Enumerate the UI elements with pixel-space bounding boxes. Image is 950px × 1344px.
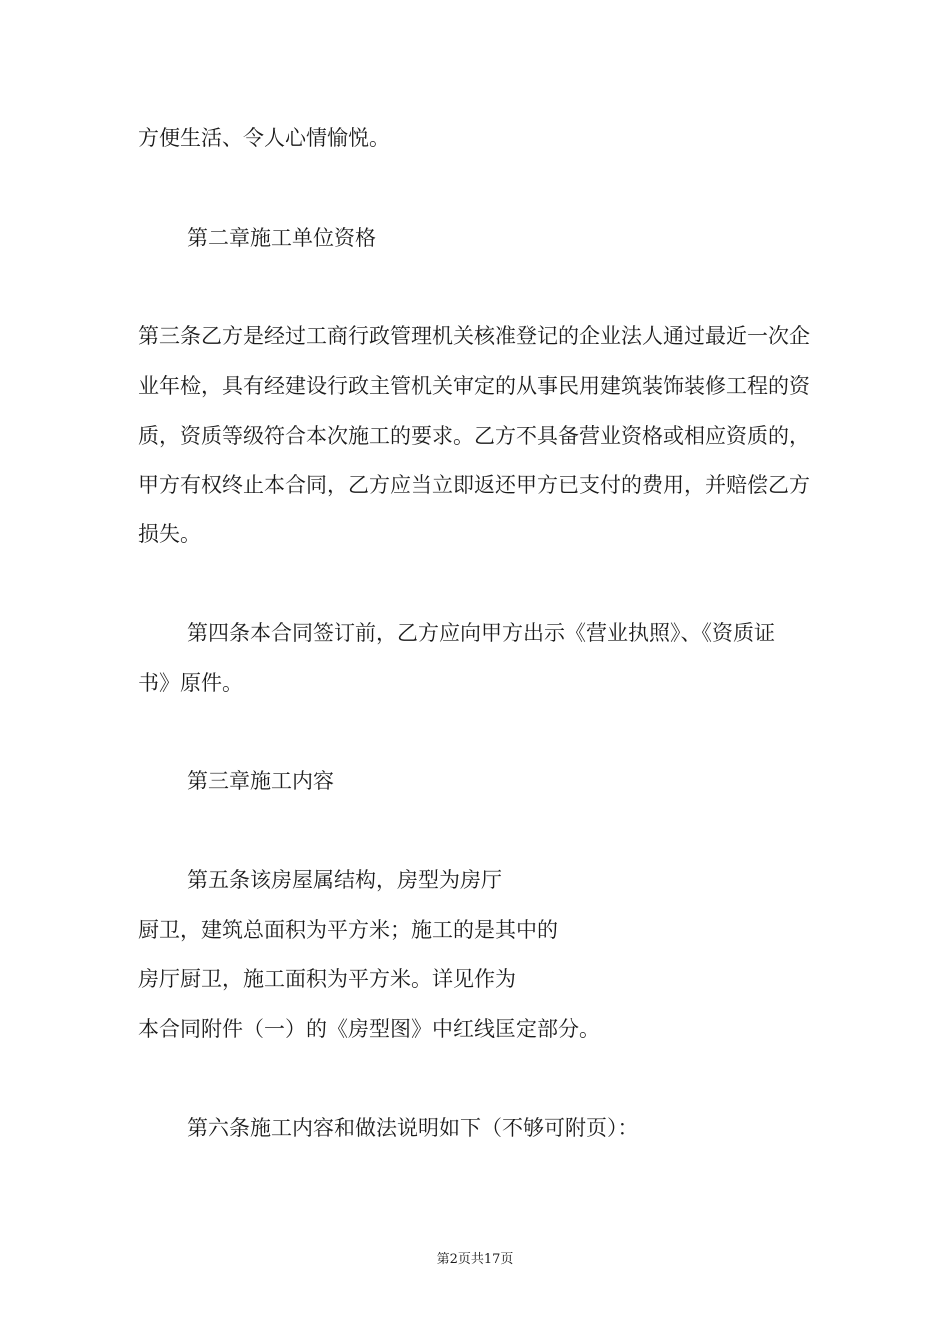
text-line: 质，资质等级符合本次施工的要求。乙方不具备营业资格或相应资质的， bbox=[138, 424, 810, 448]
text-line: 损失。 bbox=[138, 522, 201, 546]
chapter-heading: 第二章施工单位资格 bbox=[187, 226, 376, 250]
text-line: 第四条本合同签订前，乙方应向甲方出示《营业执照》、《资质证 bbox=[187, 621, 775, 645]
text-line: 甲方有权终止本合同，乙方应当立即返还甲方已支付的费用，并赔偿乙方 bbox=[138, 473, 810, 497]
text-line: 厨卫，建筑总面积为平方米；施工的是其中的 bbox=[138, 918, 558, 942]
text-line: 第五条该房屋属结构，房型为房厅 bbox=[187, 868, 502, 892]
text-line: 第三条乙方是经过工商行政管理机关核准登记的企业法人通过最近一次企 bbox=[138, 324, 810, 348]
text-line: 书》原件。 bbox=[138, 671, 243, 695]
text-line: 业年检，具有经建设行政主管机关审定的从事民用建筑装饰装修工程的资 bbox=[138, 374, 810, 398]
text-line: 本合同附件（一）的《房型图》中红线匡定部分。 bbox=[138, 1017, 600, 1041]
text-line: 方便生活、令人心情愉悦。 bbox=[138, 126, 390, 150]
page-number: 第2页共17页 bbox=[436, 1252, 514, 1267]
chapter-heading: 第三章施工内容 bbox=[187, 769, 334, 793]
text-line: 房厅厨卫，施工面积为平方米。详见作为 bbox=[138, 967, 516, 991]
text-line: 第六条施工内容和做法说明如下（不够可附页）： bbox=[187, 1116, 639, 1140]
